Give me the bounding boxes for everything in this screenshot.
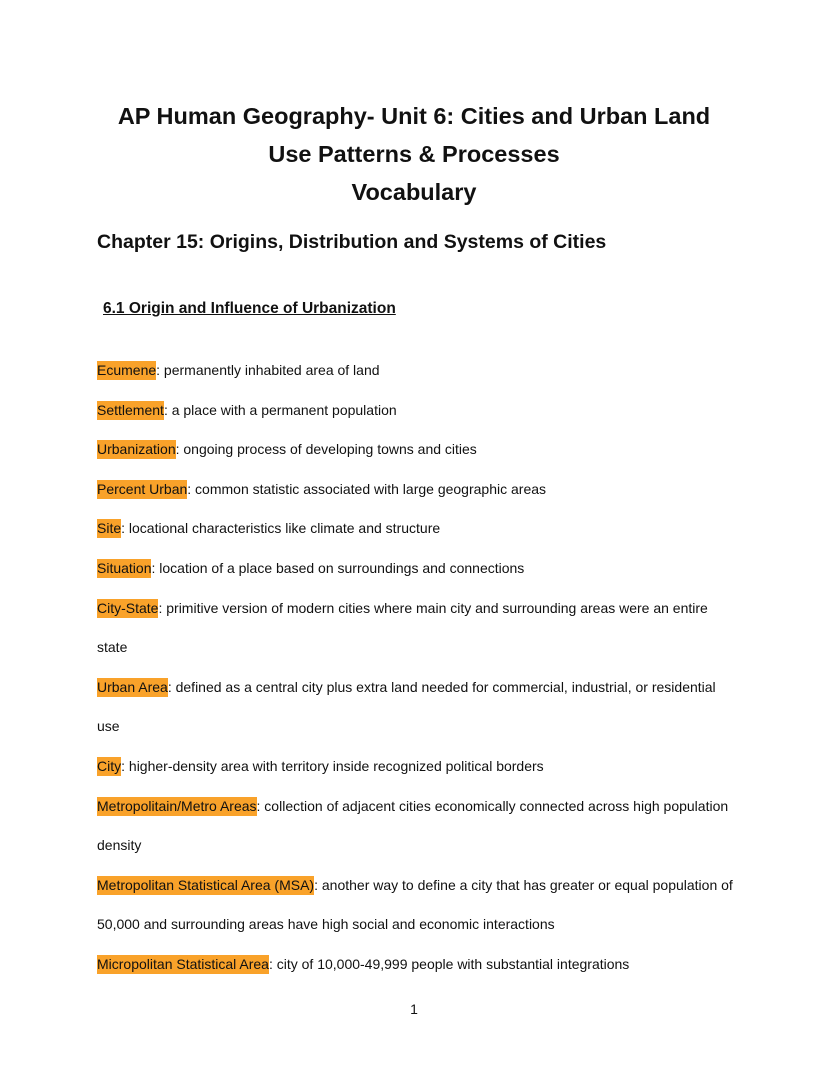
vocab-definition: : locational characteristics like climate and structure xyxy=(121,520,441,537)
vocab-definition: : ongoing process of developing towns and cities xyxy=(175,441,477,458)
vocab-entry-urbanization xyxy=(97,430,737,470)
vocab-entry-city xyxy=(97,747,737,787)
title-line-1: AP Human Geography- Unit 6: Cities and Urban Land xyxy=(117,103,711,129)
page-number: 1 xyxy=(410,1001,418,1017)
vocab-definition: : a place with a permanent population xyxy=(163,401,397,418)
document-title xyxy=(60,97,768,211)
vocab-term: Urban Area xyxy=(97,678,168,695)
vocab-term: Metropolitan Statistical Area (MSA) xyxy=(97,876,315,893)
vocab-term: Ecumene xyxy=(97,362,157,378)
vocab-term: Site xyxy=(97,520,122,537)
vocab-entry-msa xyxy=(97,866,737,945)
title-line-3: Vocabulary xyxy=(351,179,477,205)
vocab-term: Percent Urban xyxy=(97,480,188,497)
vocab-term: Situation xyxy=(97,559,152,576)
vocab-term: Metropolitain/Metro Areas xyxy=(97,797,257,814)
vocab-entry-settlement xyxy=(97,391,737,431)
vocab-definition: : primitive version of modern cities where main city and surrounding areas were an entire state xyxy=(97,599,708,656)
vocab-entry-micropolitan xyxy=(97,945,737,985)
vocab-definition: : collection of adjacent cities economically connected across high population density xyxy=(97,797,729,854)
vocab-entry-urban-area xyxy=(97,668,737,747)
vocab-entry-metro-areas xyxy=(97,787,737,866)
vocab-definition: : another way to define a city that has greater or equal population of 50,000 and surrounding areas have high social and economic interactions xyxy=(97,876,733,933)
title-line-2: Use Patterns & Processes xyxy=(268,141,560,167)
vocab-entry-percent-urban xyxy=(97,470,737,510)
vocab-entry-city-state xyxy=(97,589,737,668)
vocab-term: Urbanization xyxy=(97,441,176,458)
vocab-term: City-State xyxy=(97,599,159,616)
vocab-definition: : defined as a central city plus extra land needed for commercial, industrial, or residential use xyxy=(97,678,716,735)
vocab-term: City xyxy=(97,757,122,774)
vocab-definition: : higher-density area with territory inside recognized political borders xyxy=(121,757,544,774)
vocab-definition: : permanently inhabited area of land xyxy=(156,362,380,378)
vocab-entry-ecumene xyxy=(97,351,737,391)
vocab-definition: : location of a place based on surroundings and connections xyxy=(151,559,525,576)
vocab-entry-situation xyxy=(97,549,737,589)
vocab-term: Micropolitan Statistical Area xyxy=(97,955,269,972)
vocabulary-list xyxy=(97,351,737,985)
chapter-heading: Chapter 15: Origins, Distribution and Systems of Cities xyxy=(97,231,607,253)
section-heading: 6.1 Origin and Influence of Urbanization xyxy=(103,300,396,317)
vocab-definition: : common statistic associated with large geographic areas xyxy=(187,480,547,497)
vocab-term: Settlement xyxy=(97,401,164,418)
vocab-entry-site xyxy=(97,509,737,549)
vocab-definition: : city of 10,000-49,999 people with substantial integrations xyxy=(268,955,630,972)
